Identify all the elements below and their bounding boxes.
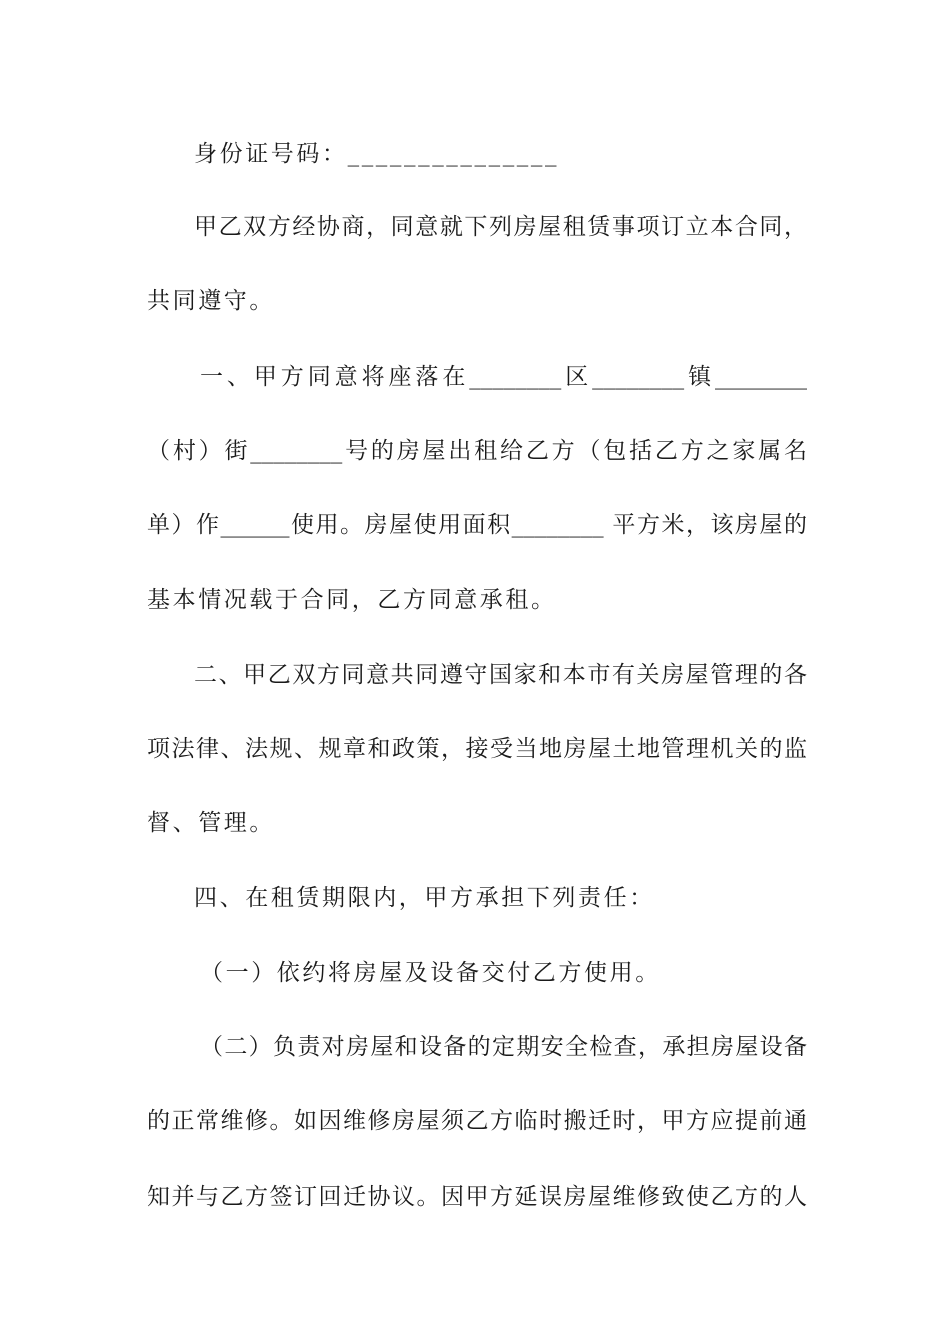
id-number-line: 身份证号码：_______________ <box>194 141 560 167</box>
paragraph-line: 甲乙双方经协商，同意就下列房屋租赁事项订立本合同， <box>194 214 807 240</box>
paragraph-line: 项法律、法规、规章和政策，接受当地房屋土地管理机关的监 <box>147 736 807 762</box>
paragraph-line: 基本情况载于合同，乙方同意承租。 <box>147 587 557 613</box>
paragraph-line: 知并与乙方签订回迁协议。因甲方延误房屋维修致使乙方的人 <box>147 1184 807 1210</box>
paragraph-line: 共同遵守。 <box>147 288 275 314</box>
paragraph-line: （一）依约将房屋及设备交付乙方使用。 <box>200 960 661 986</box>
paragraph-line: 二、甲乙双方同意共同遵守国家和本市有关房屋管理的各 <box>194 662 807 688</box>
paragraph-line: 的正常维修。如因维修房屋须乙方临时搬迁时，甲方应提前通 <box>147 1108 807 1134</box>
paragraph-line: （村）街________号的房屋出租给乙方（包括乙方之家属名 <box>147 438 807 464</box>
section-heading: 四、在租赁期限内，甲方承担下列责任： <box>194 885 655 911</box>
paragraph-line: （二）负责对房屋和设备的定期安全检查，承担房屋设备 <box>200 1034 807 1060</box>
paragraph-line: 单）作______使用。房屋使用面积________ 平方米，该房屋的 <box>147 512 807 538</box>
paragraph-line: 一、甲方同意将座落在________区________镇________ <box>200 364 807 390</box>
paragraph-line: 督、管理。 <box>147 810 275 836</box>
